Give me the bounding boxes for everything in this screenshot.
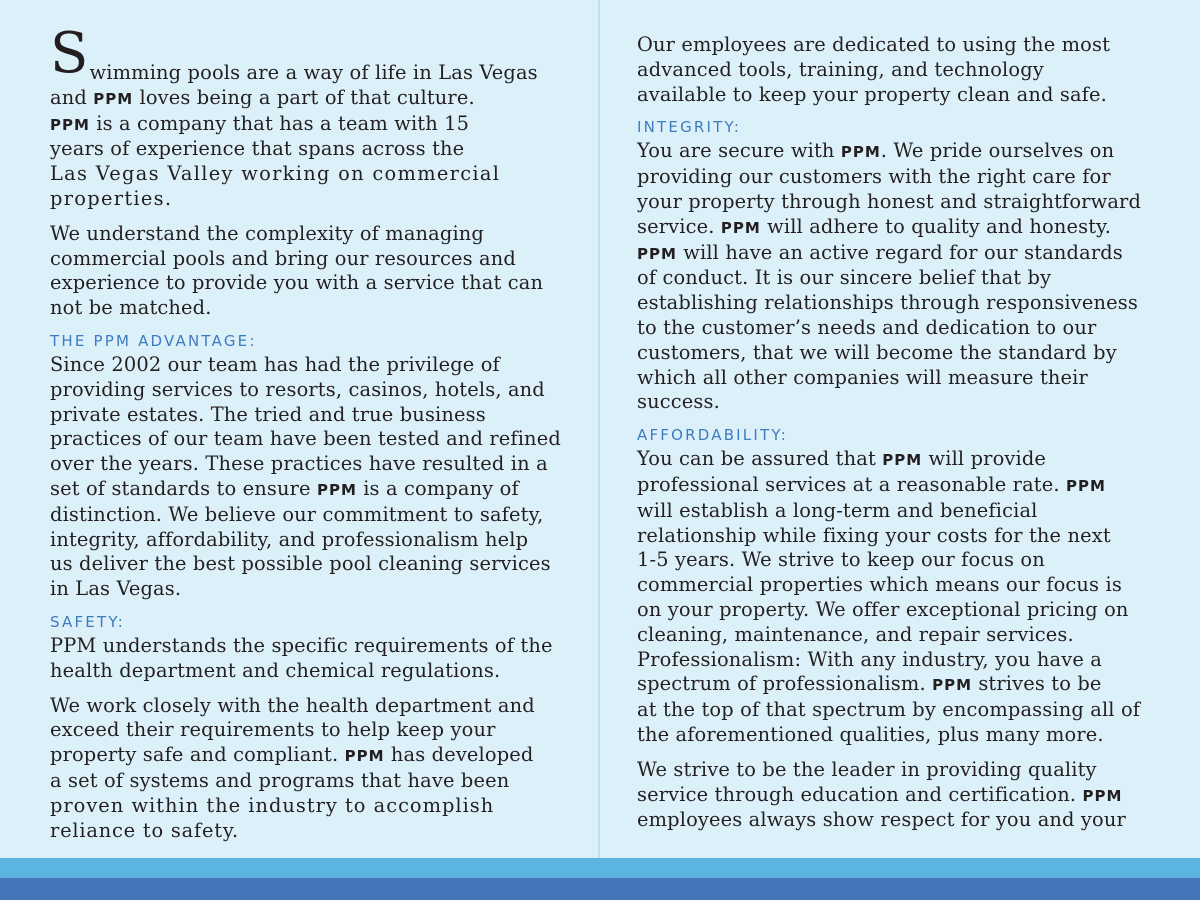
heading-affordability: AFFORDABILITY: xyxy=(637,426,788,445)
brand-ppm: PPM xyxy=(637,244,677,263)
footer-stripe-dark xyxy=(0,878,1200,900)
brand-ppm: PPM xyxy=(840,143,881,162)
leader-paragraph: We strive to be the leader in providing quality service through education and certification. PPM employees always show respect for you and your xyxy=(637,757,1126,832)
intro-paragraph: S wimming pools are a way of life in Las Vegas and PPM loves being a part of that culture. PPM is a company that has a team with 15 years of experience that spans across the Las Vegas Valley working on commercial properties. xyxy=(50,21,538,210)
footer-stripe-light xyxy=(0,858,1200,878)
right-column xyxy=(637,33,1162,843)
brand-ppm: PPM xyxy=(316,480,357,499)
safety-paragraph-1: PPM understands the specific requirements of the health department and chemical regulations. xyxy=(50,633,553,682)
brand-ppm: PPM xyxy=(1082,786,1123,805)
heading-safety: SAFETY: xyxy=(50,612,125,631)
employees-paragraph: Our employees are dedicated to using the most advanced tools, training, and technology available to keep your property clean and safe. xyxy=(637,33,1111,106)
brand-ppm: PPM xyxy=(1066,476,1106,495)
column-divider xyxy=(598,0,600,858)
left-column xyxy=(50,21,565,853)
brand-ppm: PPM xyxy=(50,115,90,134)
brand-ppm: PPM xyxy=(882,451,923,470)
advantage-paragraph: Since 2002 our team has had the privilege of providing services to resorts, casinos, hotels, and private estates. The tried and true business practices of our team have been tested and refined over the years. These practices have resulted in a set of standards to ensure PPM is a company of distinction. We believe our commitment to safety, integrity, affordability, and professionalism help us deliver the best possible pool cleaning services in Las Vegas. xyxy=(50,352,561,601)
drop-cap: S xyxy=(50,21,89,86)
brand-ppm: PPM xyxy=(720,218,761,237)
integrity-paragraph: You are secure with PPM. We pride ourselves on providing our customers with the right care for your property through honest and straightforward service. PPM will adhere to quality and honesty. PPM will have an active regard for our standards of conduct. It is our sincere belief that by establishing relationships through responsiveness to the customer’s needs and dedication to our customers, that we will become the standard by which all other companies will measure their success. xyxy=(637,139,1142,414)
safety-paragraph-2: We work closely with the health department and exceed their requirements to help keep your property safe and compliant. PPM has developed a set of systems and programs that have been proven within the industry to accomplish reliance to safety. xyxy=(50,693,535,842)
complexity-paragraph: We understand the complexity of managing commercial pools and bring our resources and experience to provide you with a service that can not be matched. xyxy=(50,221,544,320)
heading-ppm-advantage: THE PPM ADVANTAGE: xyxy=(50,331,257,350)
brand-ppm: PPM xyxy=(932,676,972,695)
brand-ppm: PPM xyxy=(344,747,385,766)
brand-ppm: PPM xyxy=(93,89,134,108)
heading-integrity: INTEGRITY: xyxy=(637,118,742,137)
affordability-paragraph: You can be assured that PPM will provide professional services at a reasonable rate. PPM will establish a long-term and beneficial relationship while fixing your costs for the next 1-5 years. We strive to keep our focus on commercial properties which means our focus is on your property. We offer exceptional pricing on cleaning, maintenance, and repair services. Professionalism: With any industry, you have a spectrum of professionalism. PPM strives to be at the top of that spectrum by encompassing all of the aforementioned qualities, plus many more. xyxy=(637,447,1141,746)
